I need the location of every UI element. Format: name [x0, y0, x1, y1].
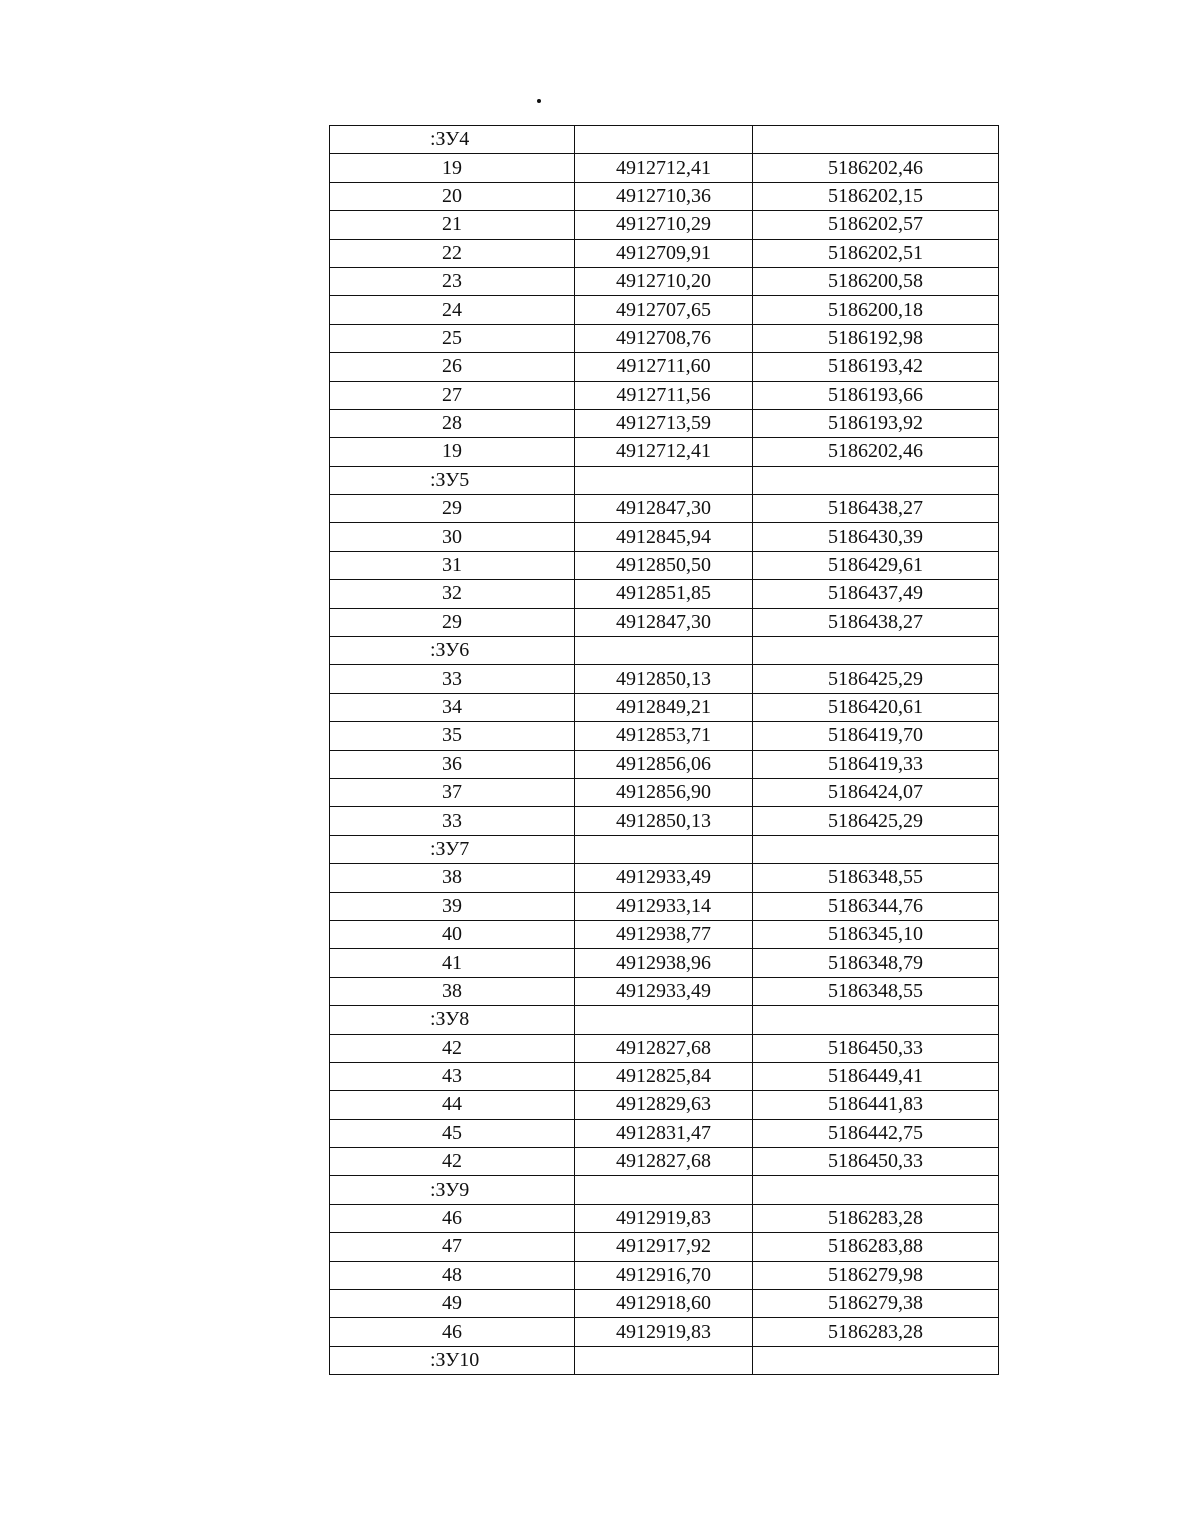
point-number-cell: 27 — [330, 381, 575, 409]
y-coordinate-cell: 5186344,76 — [753, 892, 999, 920]
table-row — [330, 920, 999, 948]
table-row — [330, 977, 999, 1005]
point-number-cell: 42 — [330, 1148, 575, 1176]
y-coordinate-cell: 5186419,70 — [753, 722, 999, 750]
x-coordinate-cell: 4912708,76 — [575, 324, 753, 352]
x-coordinate-cell: 4912853,71 — [575, 722, 753, 750]
y-coordinate-cell: 5186450,33 — [753, 1034, 999, 1062]
point-number-cell: 21 — [330, 211, 575, 239]
x-coordinate-cell: 4912707,65 — [575, 296, 753, 324]
point-number-cell: 22 — [330, 239, 575, 267]
point-number-cell: 30 — [330, 523, 575, 551]
empty-cell — [753, 126, 999, 154]
table-row — [330, 1261, 999, 1289]
y-coordinate-cell: 5186430,39 — [753, 523, 999, 551]
y-coordinate-cell: 5186279,38 — [753, 1290, 999, 1318]
point-number-cell: 38 — [330, 864, 575, 892]
y-coordinate-cell: 5186424,07 — [753, 778, 999, 806]
y-coordinate-cell: 5186192,98 — [753, 324, 999, 352]
point-number-cell: 29 — [330, 608, 575, 636]
group-header-row — [330, 835, 999, 863]
x-coordinate-cell: 4912850,50 — [575, 551, 753, 579]
x-coordinate-cell: 4912847,30 — [575, 608, 753, 636]
table-row — [330, 381, 999, 409]
point-number-cell: 44 — [330, 1091, 575, 1119]
y-coordinate-cell: 5186425,29 — [753, 807, 999, 835]
point-number-cell: 45 — [330, 1119, 575, 1147]
point-number-cell: 36 — [330, 750, 575, 778]
point-number-cell: 25 — [330, 324, 575, 352]
table-row — [330, 778, 999, 806]
empty-cell — [753, 1176, 999, 1204]
table-row — [330, 722, 999, 750]
point-number-cell: 42 — [330, 1034, 575, 1062]
point-number-cell: 31 — [330, 551, 575, 579]
y-coordinate-cell: 5186283,28 — [753, 1204, 999, 1232]
x-coordinate-cell: 4912933,49 — [575, 977, 753, 1005]
point-number-cell: 33 — [330, 807, 575, 835]
point-number-cell: 37 — [330, 778, 575, 806]
x-coordinate-cell: 4912938,96 — [575, 949, 753, 977]
x-coordinate-cell: 4912831,47 — [575, 1119, 753, 1147]
table-row — [330, 1148, 999, 1176]
group-label: :ЗУ8 — [330, 1006, 575, 1034]
empty-cell — [753, 1346, 999, 1374]
stray-dot-mark — [537, 99, 541, 103]
table-row — [330, 211, 999, 239]
y-coordinate-cell: 5186420,61 — [753, 693, 999, 721]
table-row — [330, 409, 999, 437]
empty-cell — [575, 1006, 753, 1034]
x-coordinate-cell: 4912712,41 — [575, 438, 753, 466]
empty-cell — [575, 126, 753, 154]
point-number-cell: 46 — [330, 1204, 575, 1232]
y-coordinate-cell: 5186200,58 — [753, 267, 999, 295]
table-row — [330, 892, 999, 920]
x-coordinate-cell: 4912938,77 — [575, 920, 753, 948]
point-number-cell: 35 — [330, 722, 575, 750]
table-row — [330, 1233, 999, 1261]
point-number-cell: 32 — [330, 580, 575, 608]
point-number-cell: 26 — [330, 353, 575, 381]
x-coordinate-cell: 4912712,41 — [575, 154, 753, 182]
table-row — [330, 267, 999, 295]
x-coordinate-cell: 4912918,60 — [575, 1290, 753, 1318]
group-label: :ЗУ10 — [330, 1346, 575, 1374]
point-number-cell: 39 — [330, 892, 575, 920]
point-number-cell: 24 — [330, 296, 575, 324]
group-header-row — [330, 1176, 999, 1204]
x-coordinate-cell: 4912933,49 — [575, 864, 753, 892]
y-coordinate-cell: 5186283,28 — [753, 1318, 999, 1346]
point-number-cell: 48 — [330, 1261, 575, 1289]
y-coordinate-cell: 5186279,98 — [753, 1261, 999, 1289]
empty-cell — [575, 1176, 753, 1204]
point-number-cell: 43 — [330, 1062, 575, 1090]
table-row — [330, 1119, 999, 1147]
x-coordinate-cell: 4912856,06 — [575, 750, 753, 778]
x-coordinate-cell: 4912827,68 — [575, 1034, 753, 1062]
x-coordinate-cell: 4912851,85 — [575, 580, 753, 608]
table-row — [330, 1091, 999, 1119]
coordinates-table-body — [330, 126, 999, 1375]
x-coordinate-cell: 4912710,20 — [575, 267, 753, 295]
x-coordinate-cell: 4912919,83 — [575, 1204, 753, 1232]
point-number-cell: 38 — [330, 977, 575, 1005]
point-number-cell: 33 — [330, 665, 575, 693]
point-number-cell: 49 — [330, 1290, 575, 1318]
y-coordinate-cell: 5186425,29 — [753, 665, 999, 693]
x-coordinate-cell: 4912711,56 — [575, 381, 753, 409]
group-label: :ЗУ7 — [330, 835, 575, 863]
group-header-row — [330, 637, 999, 665]
table-row — [330, 750, 999, 778]
y-coordinate-cell: 5186202,46 — [753, 154, 999, 182]
x-coordinate-cell: 4912856,90 — [575, 778, 753, 806]
y-coordinate-cell: 5186283,88 — [753, 1233, 999, 1261]
point-number-cell: 29 — [330, 495, 575, 523]
empty-cell — [753, 466, 999, 494]
table-row — [330, 665, 999, 693]
y-coordinate-cell: 5186437,49 — [753, 580, 999, 608]
y-coordinate-cell: 5186450,33 — [753, 1148, 999, 1176]
coordinates-table — [329, 125, 999, 1375]
group-header-row — [330, 126, 999, 154]
table-row — [330, 239, 999, 267]
empty-cell — [575, 835, 753, 863]
group-label: :ЗУ5 — [330, 466, 575, 494]
point-number-cell: 46 — [330, 1318, 575, 1346]
table-row — [330, 1062, 999, 1090]
y-coordinate-cell: 5186202,46 — [753, 438, 999, 466]
x-coordinate-cell: 4912825,84 — [575, 1062, 753, 1090]
group-header-row — [330, 1346, 999, 1374]
table-row — [330, 495, 999, 523]
point-number-cell: 20 — [330, 182, 575, 210]
table-row — [330, 182, 999, 210]
group-header-row — [330, 1006, 999, 1034]
x-coordinate-cell: 4912917,92 — [575, 1233, 753, 1261]
x-coordinate-cell: 4912710,36 — [575, 182, 753, 210]
table-row — [330, 1318, 999, 1346]
y-coordinate-cell: 5186419,33 — [753, 750, 999, 778]
point-number-cell: 23 — [330, 267, 575, 295]
y-coordinate-cell: 5186348,55 — [753, 977, 999, 1005]
y-coordinate-cell: 5186442,75 — [753, 1119, 999, 1147]
y-coordinate-cell: 5186193,42 — [753, 353, 999, 381]
x-coordinate-cell: 4912847,30 — [575, 495, 753, 523]
x-coordinate-cell: 4912829,63 — [575, 1091, 753, 1119]
table-row — [330, 580, 999, 608]
y-coordinate-cell: 5186449,41 — [753, 1062, 999, 1090]
y-coordinate-cell: 5186438,27 — [753, 608, 999, 636]
y-coordinate-cell: 5186202,51 — [753, 239, 999, 267]
empty-cell — [575, 1346, 753, 1374]
table-row — [330, 438, 999, 466]
table-row — [330, 523, 999, 551]
empty-cell — [575, 637, 753, 665]
group-header-row — [330, 466, 999, 494]
empty-cell — [753, 1006, 999, 1034]
x-coordinate-cell: 4912713,59 — [575, 409, 753, 437]
y-coordinate-cell: 5186429,61 — [753, 551, 999, 579]
table-row — [330, 864, 999, 892]
y-coordinate-cell: 5186348,79 — [753, 949, 999, 977]
point-number-cell: 19 — [330, 438, 575, 466]
table-row — [330, 324, 999, 352]
x-coordinate-cell: 4912845,94 — [575, 523, 753, 551]
x-coordinate-cell: 4912850,13 — [575, 665, 753, 693]
x-coordinate-cell: 4912933,14 — [575, 892, 753, 920]
table-row — [330, 608, 999, 636]
empty-cell — [575, 466, 753, 494]
point-number-cell: 41 — [330, 949, 575, 977]
table-row — [330, 1204, 999, 1232]
x-coordinate-cell: 4912827,68 — [575, 1148, 753, 1176]
table-row — [330, 353, 999, 381]
table-row — [330, 296, 999, 324]
point-number-cell: 34 — [330, 693, 575, 721]
x-coordinate-cell: 4912710,29 — [575, 211, 753, 239]
table-row — [330, 154, 999, 182]
y-coordinate-cell: 5186193,92 — [753, 409, 999, 437]
x-coordinate-cell: 4912849,21 — [575, 693, 753, 721]
x-coordinate-cell: 4912919,83 — [575, 1318, 753, 1346]
table-row — [330, 1034, 999, 1062]
x-coordinate-cell: 4912709,91 — [575, 239, 753, 267]
point-number-cell: 28 — [330, 409, 575, 437]
x-coordinate-cell: 4912916,70 — [575, 1261, 753, 1289]
table-row — [330, 949, 999, 977]
y-coordinate-cell: 5186441,83 — [753, 1091, 999, 1119]
empty-cell — [753, 637, 999, 665]
y-coordinate-cell: 5186202,57 — [753, 211, 999, 239]
y-coordinate-cell: 5186202,15 — [753, 182, 999, 210]
y-coordinate-cell: 5186345,10 — [753, 920, 999, 948]
point-number-cell: 19 — [330, 154, 575, 182]
y-coordinate-cell: 5186193,66 — [753, 381, 999, 409]
group-label: :ЗУ9 — [330, 1176, 575, 1204]
point-number-cell: 47 — [330, 1233, 575, 1261]
table-row — [330, 1290, 999, 1318]
y-coordinate-cell: 5186438,27 — [753, 495, 999, 523]
group-label: :ЗУ4 — [330, 126, 575, 154]
point-number-cell: 40 — [330, 920, 575, 948]
group-label: :ЗУ6 — [330, 637, 575, 665]
empty-cell — [753, 835, 999, 863]
table-row — [330, 693, 999, 721]
table-row — [330, 551, 999, 579]
table-row — [330, 807, 999, 835]
x-coordinate-cell: 4912711,60 — [575, 353, 753, 381]
y-coordinate-cell: 5186200,18 — [753, 296, 999, 324]
y-coordinate-cell: 5186348,55 — [753, 864, 999, 892]
x-coordinate-cell: 4912850,13 — [575, 807, 753, 835]
